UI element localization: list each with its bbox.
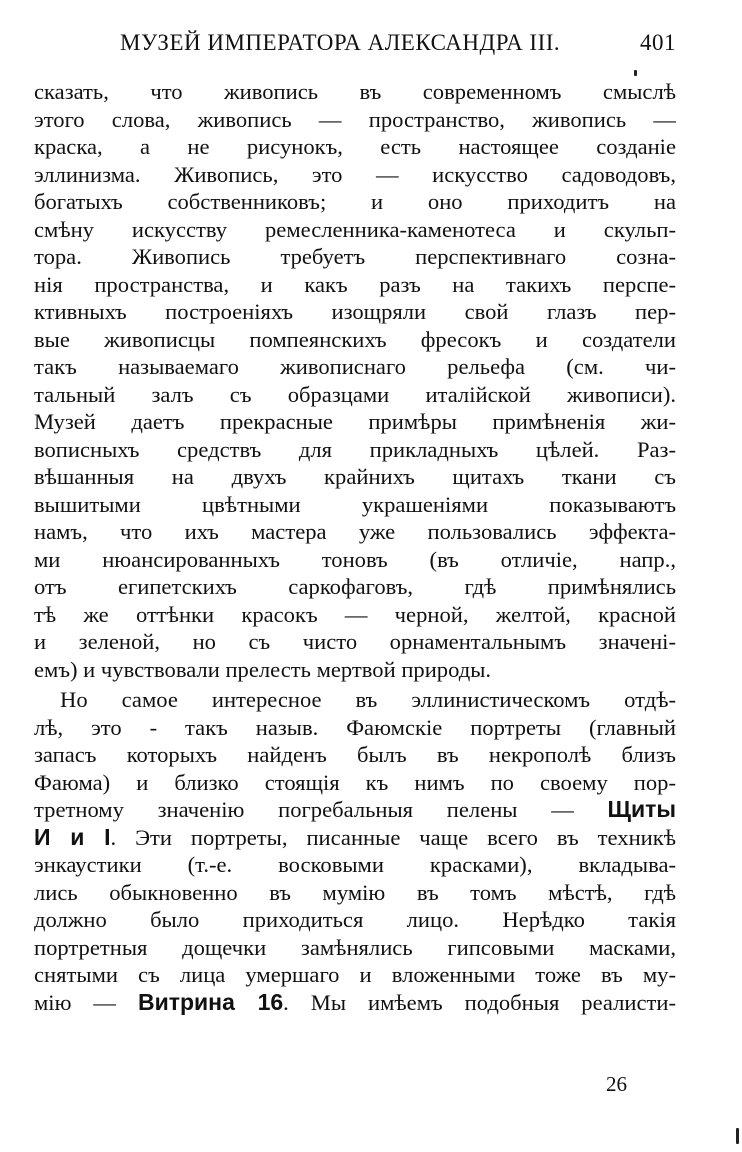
line-text: третному значенію погребальныя пелены — bbox=[34, 797, 608, 822]
exhibit-reference-shields-numbers: И и I bbox=[34, 823, 111, 850]
text-line: смѣну искусству ремесленника-каменотеса и скульп- bbox=[34, 216, 676, 242]
exhibit-reference-shields: Щиты bbox=[607, 796, 676, 822]
body-text bbox=[34, 78, 676, 1016]
text-line: лись обыкновенно въ мумію въ томъ мѣстѣ, гдѣ bbox=[34, 879, 676, 905]
text-line: вописныхъ средствъ для прикладныхъ цѣлей. Раз- bbox=[34, 436, 676, 462]
running-head bbox=[36, 30, 676, 60]
text-line-with-reference bbox=[34, 824, 676, 852]
text-line: тальный залъ съ образцами италійской живописи). bbox=[34, 381, 676, 407]
scan-speck bbox=[736, 1128, 739, 1144]
line-text: мію — bbox=[34, 989, 138, 1015]
text-line: этого слова, живопись — пространство, живопись — bbox=[34, 106, 676, 132]
text-line: краска, а не рисунокъ, есть настоящее созданіе bbox=[34, 134, 676, 159]
text-line: вые живописцы помпеянскихъ фресокъ и создатели bbox=[34, 326, 676, 352]
scan-speck bbox=[634, 70, 637, 76]
text-line: тѣ же оттѣнки красокъ — черной, желтой, красной bbox=[34, 601, 676, 627]
text-line: богатыхъ собственниковъ; и оно приходитъ на bbox=[34, 189, 676, 214]
text-line: и зеленой, но съ чисто орнаментальнымъ значені- bbox=[34, 629, 676, 654]
line-text: . Мы имѣемъ подобныя реалисти- bbox=[283, 989, 676, 1015]
line-text: . Эти портреты, писанные чаще всего въ техникѣ bbox=[110, 824, 676, 850]
text-line: лѣ, это - такъ назыв. Фаюмскіе портреты (главный bbox=[34, 714, 676, 740]
text-line: отъ египетскихъ саркофаговъ, гдѣ примѣнялись bbox=[34, 574, 676, 599]
text-line: нія пространства, и какъ разъ на такихъ перспе- bbox=[34, 271, 676, 297]
text-line: ктивныхъ построеніяхъ изощряли свой глазъ пер- bbox=[34, 299, 676, 324]
text-line: емъ) и чувствовали прелесть мертвой природы. bbox=[34, 656, 492, 682]
text-line: эллинизма. Живопись, это — искусство садоводовъ, bbox=[34, 161, 676, 187]
text-line: должно было приходиться лицо. Нерѣдко такія bbox=[34, 907, 676, 932]
text-line: вѣшанныя на двухъ крайнихъ щитахъ ткани съ bbox=[34, 464, 676, 489]
page-number: 401 bbox=[640, 30, 676, 55]
text-line-with-reference bbox=[34, 796, 676, 824]
text-line: Фаюма) и близко стоящія къ нимъ по своему пор- bbox=[34, 769, 676, 795]
text-line: тора. Живопись требуетъ перспективнаго созна- bbox=[34, 244, 676, 269]
text-line: сказать, что живопись въ современномъ смыслѣ bbox=[34, 79, 676, 104]
text-line-with-reference bbox=[34, 989, 676, 1017]
text-line: Но самое интересное въ эллинистическомъ отдѣ- bbox=[60, 687, 676, 712]
paragraph-2 bbox=[34, 686, 676, 1016]
text-line: ми нюансированныхъ тоновъ (въ отличіе, напр., bbox=[34, 546, 676, 572]
text-line: снятыми съ лица умершаго и вложенными тоже въ му- bbox=[34, 962, 676, 987]
text-line: вышитыми цвѣтными украшеніями показываютъ bbox=[34, 491, 676, 517]
text-line: Музей даетъ прекрасные примѣры примѣненія жи- bbox=[34, 409, 676, 434]
signature-mark: 26 bbox=[606, 1072, 627, 1096]
text-line: намъ, что ихъ мастера уже пользовались эффекта- bbox=[34, 519, 676, 544]
paragraph-1 bbox=[34, 78, 676, 683]
text-line: портретныя дощечки замѣнялись гипсовыми масками, bbox=[34, 934, 676, 960]
running-title: МУЗЕЙ ИМПЕРАТОРА АЛЕКСАНДРА III. bbox=[120, 30, 561, 55]
text-line: такъ называемаго живописнаго рельефа (см. чи- bbox=[34, 354, 676, 379]
text-line: энкаустики (т.-е. восковыми красками), вкладыва- bbox=[34, 852, 676, 877]
exhibit-reference-vitrine: Витрина 16 bbox=[137, 988, 284, 1015]
text-line: запасъ которыхъ найденъ былъ въ некрополѣ близъ bbox=[34, 742, 676, 767]
